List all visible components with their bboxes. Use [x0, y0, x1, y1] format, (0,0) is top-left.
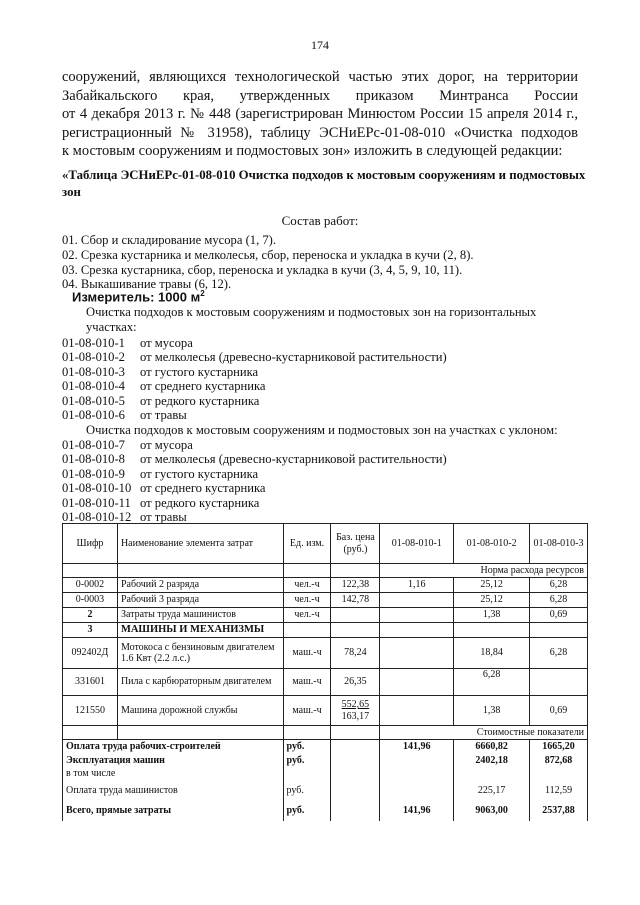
cost-header: Стоимостные показатели: [380, 726, 588, 740]
group1-caption: Очистка подходов к мостовым сооружениям и подмостовых зон на горизонтальных: [86, 305, 537, 319]
blank-cell: [331, 768, 380, 781]
variant-code: 01-08-010-1: [62, 336, 125, 350]
total-v2: 9063,00: [454, 801, 530, 821]
variant-item: [62, 408, 187, 423]
header-name: Наименование элемента затрат: [117, 524, 283, 564]
resource-table: [62, 523, 588, 821]
total-v2: 6660,82: [454, 740, 530, 754]
total-v3: 1665,20: [530, 740, 588, 754]
cell-price: 142,78: [331, 593, 380, 608]
variant-text: от травы: [140, 510, 187, 524]
variant-code: 01-08-010-5: [62, 394, 125, 408]
cell-unit: маш.-ч: [283, 669, 331, 696]
header-variant-3: 01-08-010-3: [530, 524, 588, 564]
cost-header-row: [63, 726, 588, 740]
measure-sup: 2: [200, 289, 205, 298]
cell-unit: маш.-ч: [283, 638, 331, 669]
group2-caption: Очистка подходов к мостовым сооружениям и подмостовых зон на участках с уклоном:: [86, 423, 558, 437]
blank-cell: [331, 754, 380, 768]
total-row: [63, 801, 588, 821]
total-v3: 112,59: [530, 781, 588, 801]
cell-v2: 1,38: [454, 608, 530, 623]
cell-v2: 6,28: [454, 669, 530, 696]
total-v2: 225,17: [454, 781, 530, 801]
cell-name: Машина дорожной службы: [117, 696, 283, 726]
variant-text: от густого кустарника: [140, 365, 259, 379]
blank-cell: [283, 726, 331, 740]
variant-code: 01-08-010-3: [62, 365, 125, 379]
blank-cell: [283, 623, 331, 638]
blank-cell: [331, 801, 380, 821]
group1-caption-cont: участках:: [86, 320, 137, 334]
blank-cell: [331, 564, 380, 578]
cell-name: Рабочий 2 разряда: [117, 578, 283, 593]
cell-name: Пила с карбюраторным двигателем: [117, 669, 283, 696]
cell-price: 78,24: [331, 638, 380, 669]
total-row: [63, 740, 588, 754]
intro-line: к мостовым сооружениям и подмостовых зон» изложить в следующей редакции:: [62, 143, 563, 160]
total-v2: [454, 768, 530, 781]
blank-cell: [63, 726, 118, 740]
variant-text: от травы: [140, 408, 187, 422]
header-unit: Ед. изм.: [283, 524, 331, 564]
norm-header-row: [63, 564, 588, 578]
header-variant-1: 01-08-010-1: [380, 524, 454, 564]
cell-v3: 6,28: [530, 638, 588, 669]
blank-cell: [454, 623, 530, 638]
cell-price: [331, 696, 380, 726]
table-row: [63, 696, 588, 726]
cell-code: 121550: [63, 696, 118, 726]
variant-code: 01-08-010-2: [62, 350, 125, 364]
cell-price: 26,35: [331, 669, 380, 696]
variant-text: от редкого кустарника: [140, 394, 260, 408]
variant-item: [62, 438, 193, 453]
total-v3: 2537,88: [530, 801, 588, 821]
table-row: [63, 638, 588, 669]
table-row: [63, 608, 588, 623]
cell-v3: 6,28: [530, 593, 588, 608]
cell-code: 331601: [63, 669, 118, 696]
variant-text: от мусора: [140, 438, 193, 452]
table-title: «Таблица ЭСНиЕРс-01-08-010 Очистка подходов к мостовым сооружениям и подмостовых зон: [62, 168, 586, 199]
intro-paragraph: [62, 68, 578, 161]
table-header-row: [63, 524, 588, 564]
variant-text: от среднего кустарника: [140, 379, 266, 393]
blank-cell: [331, 726, 380, 740]
work-item: 02. Срезка кустарника и мелколесья, сбор, переноска и укладка в кучи (2, 8).: [62, 248, 474, 262]
price-value: 552,65: [341, 699, 370, 710]
cell-v1: [380, 669, 454, 696]
total-v1: 141,96: [380, 801, 454, 821]
variant-code: 01-08-010-8: [62, 452, 125, 466]
variant-item: [62, 481, 266, 496]
total-unit: руб.: [283, 801, 331, 821]
work-item: 03. Срезка кустарника, сбор, переноска и укладка в кучи (3, 4, 5, 9, 10, 11).: [62, 263, 463, 277]
cell-unit: чел.-ч: [283, 608, 331, 623]
total-v1: 141,96: [380, 740, 454, 754]
blank-cell: [380, 623, 454, 638]
total-v3: 872,68: [530, 754, 588, 768]
cell-unit: чел.-ч: [283, 593, 331, 608]
cell-unit: маш.-ч: [283, 696, 331, 726]
page-number: 174: [311, 38, 329, 52]
total-name: в том числе: [63, 768, 284, 781]
blank-cell: [117, 726, 283, 740]
variant-text: от редкого кустарника: [140, 496, 260, 510]
total-row: [63, 768, 588, 781]
cell-code: 0-0002: [63, 578, 118, 593]
cell-name: Рабочий 3 разряда: [117, 593, 283, 608]
cell-v2: 25,12: [454, 593, 530, 608]
table-row: [63, 578, 588, 593]
section-row: [63, 623, 588, 638]
total-name: Оплата труда машинистов: [63, 781, 284, 801]
measure-unit: [72, 289, 205, 304]
cell-v3: [530, 669, 588, 696]
variant-item: [62, 496, 259, 511]
blank-cell: [530, 623, 588, 638]
variant-item: [62, 394, 259, 409]
variant-item: [62, 350, 447, 365]
variant-code: 01-08-010-9: [62, 467, 125, 481]
total-name: Оплата труда рабочих-строителей: [63, 740, 284, 754]
variant-item: [62, 336, 193, 351]
cell-v2: 25,12: [454, 578, 530, 593]
cell-v3: 0,69: [530, 696, 588, 726]
variant-item: [62, 365, 258, 380]
blank-cell: [331, 623, 380, 638]
blank-cell: [331, 740, 380, 754]
variant-text: от мелколесья (древесно-кустарниковой растительности): [140, 350, 447, 364]
blank-cell: [63, 564, 118, 578]
variant-text: от мелколесья (древесно-кустарниковой растительности): [140, 452, 447, 466]
cell-v2: 18,84: [454, 638, 530, 669]
variant-code: 01-08-010-4: [62, 379, 125, 393]
total-unit: [283, 768, 331, 781]
total-unit: руб.: [283, 781, 331, 801]
variant-item: [62, 379, 266, 394]
total-v3: [530, 768, 588, 781]
cell-v1: 1,16: [380, 578, 454, 593]
total-v1: [380, 754, 454, 768]
variant-code: 01-08-010-7: [62, 438, 125, 452]
total-name: Всего, прямые затраты: [63, 801, 284, 821]
cell-code: 2: [63, 608, 118, 623]
total-row: [63, 754, 588, 768]
cell-v3: 0,69: [530, 608, 588, 623]
price-value-2: 163,17: [341, 710, 370, 722]
cell-code: 0-0003: [63, 593, 118, 608]
blank-cell: [283, 564, 331, 578]
total-unit: руб.: [283, 754, 331, 768]
cell-name: Мотокоса с бензиновым двигателем 1.6 Квт (2.2 л.с.): [117, 638, 283, 669]
work-item: 01. Сбор и складирование мусора (1, 7).: [62, 233, 277, 247]
intro-line: сооружений, являющихся технологической частью этих дорог, на территории: [62, 69, 578, 85]
total-v1: [380, 768, 454, 781]
variant-code: 01-08-010-6: [62, 408, 125, 422]
header-variant-2: 01-08-010-2: [454, 524, 530, 564]
cell-v1: [380, 696, 454, 726]
total-unit: руб.: [283, 740, 331, 754]
cell-v1: [380, 638, 454, 669]
composition-heading: Состав работ:: [281, 213, 359, 228]
variant-text: от густого кустарника: [140, 467, 259, 481]
variant-item: [62, 452, 447, 467]
variant-item: [62, 467, 258, 482]
blank-cell: [117, 564, 283, 578]
blank-cell: [331, 781, 380, 801]
cell-code: 092402Д: [63, 638, 118, 669]
variant-code: 01-08-010-12: [62, 510, 132, 524]
total-name: Эксплуатация машин: [63, 754, 284, 768]
section-name: МАШИНЫ И МЕХАНИЗМЫ: [117, 623, 283, 638]
cell-price: 122,38: [331, 578, 380, 593]
cell-v1: [380, 593, 454, 608]
intro-line: регистрационный № 31958), таблицу ЭСНиЕРс-01-08-010 «Очистка подходов: [62, 124, 578, 141]
variant-text: от мусора: [140, 336, 193, 350]
table-row: [63, 669, 588, 696]
cell-unit: чел.-ч: [283, 578, 331, 593]
cell-name: Затраты труда машинистов: [117, 608, 283, 623]
total-v1: [380, 781, 454, 801]
table-row: [63, 593, 588, 608]
total-row: [63, 781, 588, 801]
cell-v2: 1,38: [454, 696, 530, 726]
header-code: Шифр: [63, 524, 118, 564]
total-v2: 2402,18: [454, 754, 530, 768]
header-price: Баз. цена (руб.): [331, 524, 380, 564]
variant-code: 01-08-010-11: [62, 496, 131, 510]
intro-line: от 4 декабря 2013 г. № 448 (зарегистрирован Минюстом России 15 апреля 2014 г.,: [62, 106, 578, 123]
norm-header: Норма расхода ресурсов: [380, 564, 588, 578]
cell-price: [331, 608, 380, 623]
cell-v1: [380, 608, 454, 623]
variant-code: 01-08-010-10: [62, 481, 132, 495]
section-code: 3: [63, 623, 118, 638]
intro-line: Забайкальского края, утвержденных приказом Минтранса России: [62, 87, 578, 104]
cell-v3: 6,28: [530, 578, 588, 593]
measure-text: Измеритель: 1000 м: [72, 289, 201, 305]
variant-text: от среднего кустарника: [140, 481, 266, 495]
work-item: 04. Выкашивание травы (6, 12).: [62, 277, 232, 291]
